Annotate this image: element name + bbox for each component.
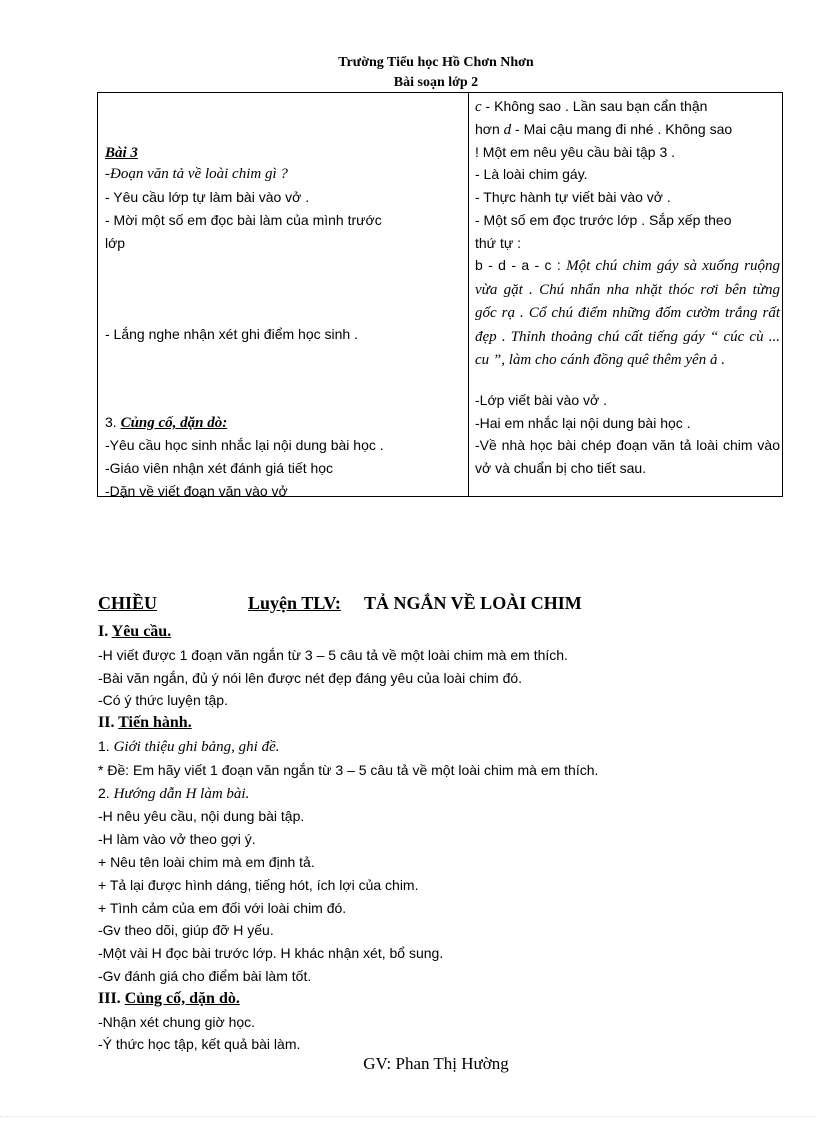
left-line-2b: lớp	[105, 235, 126, 251]
goal-2: -Bài văn ngắn, đủ ý nói lên được nét đẹp đáng yêu của loài chim đó.	[98, 669, 523, 686]
right-line-4a: - Một số em đọc trước lớp . Sắp xếp theo	[475, 212, 732, 228]
right-paragraph-answer: b - d - a - c : Một chú chim gáy sà xuống ruộng vừa gặt . Chú nhẩn nha nhặt thóc rơi bên từng gốc rạ . Cổ chú điểm những đốm cườm trắng rất đẹp . Thỉnh thoảng chú cất tiếng gáy “ cúc cù ... cu ”, làm cho cánh đồng quê thêm yên ả .	[475, 257, 780, 369]
goal-3: -Có ý thức luyện tập.	[98, 692, 228, 709]
guide-6: -Gv theo dõi, giúp đỡ H yếu.	[98, 922, 274, 939]
left-line-1: - Yêu cầu lớp tự làm bài vào vở .	[105, 189, 310, 205]
goal-1: -H viết được 1 đoạn văn ngắn từ 3 – 5 câu tả về một loài chim mà em thích.	[98, 646, 568, 663]
assignment: * Đề: Em hãy viết 1 đoạn văn ngắn từ 3 – 5 câu tả về một loài chim mà em thích.	[98, 761, 599, 778]
guide-7: -Một vài H đọc bài trước lớp. H khác nhận xét, bổ sung.	[98, 945, 444, 962]
guide-8: -Gv đánh giá cho điểm bài làm tốt.	[98, 967, 312, 984]
left-line-6: -Giáo viên nhận xét đánh giá tiết học	[105, 460, 334, 476]
guide-3: + Nêu tên loài chim mà em định tả.	[98, 853, 315, 870]
right-line-1c: ! Một em nêu yêu cầu bài tập 3 .	[475, 144, 676, 160]
section-3-heading: III. Củng cố, dặn dò.	[98, 989, 240, 1007]
teacher-signature: GV: Phan Thị Hường	[363, 1054, 509, 1073]
lesson-body	[98, 621, 798, 1056]
right-line-7: -Hai em nhắc lại nội dung bài học .	[475, 415, 691, 431]
table-divider	[468, 93, 469, 496]
school-name: Trường Tiểu học Hồ Chơn Nhơn	[338, 55, 534, 70]
lesson-title-row	[98, 593, 798, 619]
session-label: CHIỀU	[98, 593, 158, 613]
right-line-3: - Thực hành tự viết bài vào vở .	[475, 189, 671, 205]
guide-5: + Tình cảm của em đối với loài chim đó.	[98, 899, 347, 916]
section-2-heading: II. Tiến hành.	[98, 714, 192, 732]
step-1: 1. Giới thiệu ghi bảng, ghi đề.	[98, 737, 280, 755]
guide-4: + Tả lại được hình dáng, tiếng hót, ích lợi của chim.	[98, 876, 419, 893]
left-section-3-heading: 3. Củng cố, dặn dò:	[105, 414, 228, 431]
wrap-up-1: -Nhận xét chung giờ học.	[98, 1013, 256, 1030]
guide-2: -H làm vào vở theo gợi ý.	[98, 831, 256, 848]
lesson-title: TẢ NGẮN VỀ LOÀI CHIM	[364, 593, 582, 613]
right-line-4b: thứ tự :	[475, 235, 521, 251]
step-2: 2. Hướng dẫn H làm bài.	[98, 784, 250, 802]
left-question: -Đoạn văn tả về loài chim gì ?	[105, 166, 288, 182]
right-line-2: - Là loài chim gáy.	[475, 166, 588, 182]
section-1-heading: I. Yêu cầu.	[98, 623, 172, 640]
guide-1: -H nêu yêu cầu, nội dung bài tập.	[98, 808, 305, 825]
subject-label: Luyện TLV:	[248, 593, 341, 613]
page-edge	[0, 1116, 816, 1117]
exercise-3-label: Bài 3	[105, 145, 138, 161]
right-line-1b: hơn d - Mai cậu mang đi nhé . Không sao	[475, 121, 733, 138]
wrap-up-2: -Ý thức học tập, kết quả bài làm.	[98, 1036, 301, 1053]
lesson-table	[97, 92, 783, 497]
right-line-8: -Về nhà học bài chép đoạn văn tả loài chim vào vở và chuẩn bị cho tiết sau.	[475, 437, 780, 476]
right-line-6: -Lớp viết bài vào vở .	[475, 392, 607, 408]
left-line-3: - Lắng nghe nhận xét ghi điểm học sinh .	[105, 326, 358, 342]
right-line-1a: c - Không sao . Lần sau bạn cẩn thận	[475, 98, 708, 115]
lesson-plan-subtitle: Bài soạn lớp 2	[393, 75, 479, 90]
left-line-5: -Yêu cầu học sinh nhắc lại nội dung bài học .	[105, 437, 384, 453]
left-line-7: -Dặn về viết đoạn văn vào vở	[105, 483, 288, 499]
left-line-2a: - Mời một số em đọc bài làm của mình trước	[105, 212, 382, 228]
